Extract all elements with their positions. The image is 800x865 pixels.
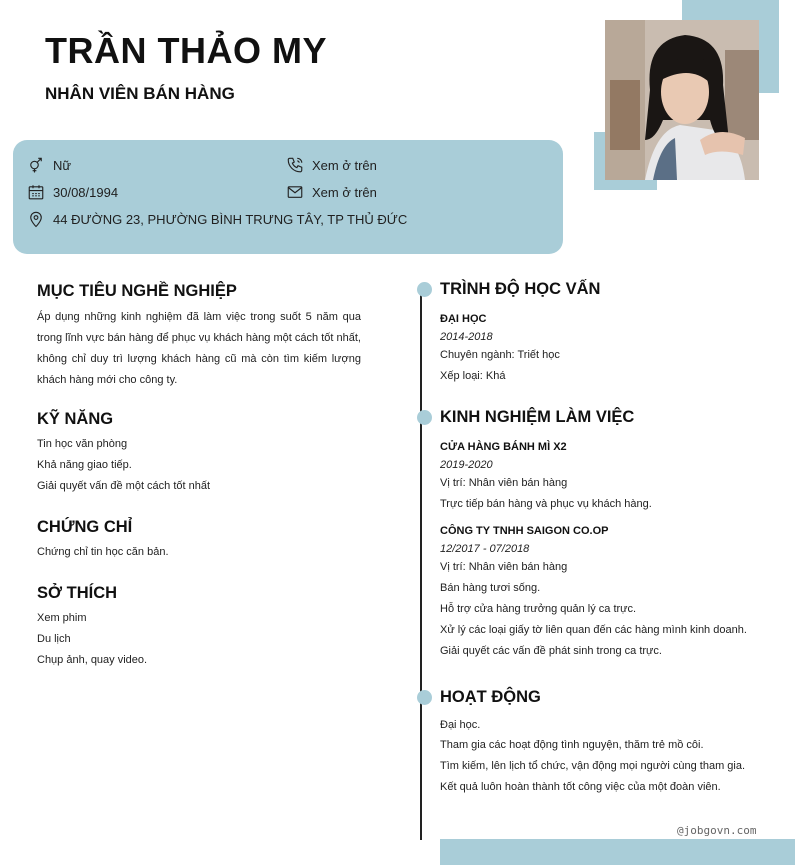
education-grade: Xếp loại: Khá — [440, 370, 506, 382]
education-school: ĐẠI HỌC — [440, 313, 487, 325]
activity-item: Kết quả luôn hoàn thành tốt công việc của một đoàn viên. — [440, 781, 721, 793]
profile-photo — [605, 20, 759, 180]
activity-item: Tham gia các hoạt động tình nguyện, thăm trẻ mồ côi. — [440, 739, 704, 751]
education-section — [440, 280, 770, 387]
contact-email — [286, 183, 377, 201]
activity-item: Đại học. — [440, 719, 481, 731]
contact-panel — [13, 140, 563, 254]
phone-text: Xem ở trên — [312, 157, 377, 173]
job-detail: Vị trí: Nhân viên bán hàng — [440, 561, 568, 573]
email-text: Xem ở trên — [312, 184, 377, 200]
certificates-title: CHỨNG CHỈ — [37, 518, 133, 536]
activities-section — [440, 688, 780, 798]
timeline-dot — [417, 282, 432, 297]
timeline-dot — [417, 690, 432, 705]
education-major: Chuyên ngành: Triết học — [440, 349, 560, 361]
skill-item: Khả năng giao tiếp. — [37, 459, 132, 471]
gender-text: Nữ — [53, 157, 72, 173]
hobby-item: Chụp ảnh, quay video. — [37, 654, 148, 666]
activity-item: Tìm kiếm, lên lịch tổ chức, vận động mọi người cùng tham gia. — [440, 760, 746, 772]
skills-title: KỸ NĂNG — [37, 410, 114, 428]
contact-gender — [27, 156, 71, 174]
job-detail: Vị trí: Nhân viên bán hàng — [440, 477, 568, 489]
job-detail: Hỗ trợ cửa hàng trưởng quản lý ca trực. — [440, 603, 637, 615]
timeline-line — [420, 290, 422, 840]
watermark: @jobgovn.com — [677, 824, 757, 837]
phone-icon — [286, 156, 304, 174]
objective-text: Áp dụng những kinh nghiệm đã làm việc trong suốt 5 năm qua trong lĩnh vực bán hàng để phục vụ khách hàng một cách tốt nhất, không chỉ duy trì lượng khách hàng cũ mà còn tìm kiếm lượng khách hàng mới cho công ty. — [37, 311, 361, 386]
education-period: 2014-2018 — [440, 331, 493, 343]
job-period: 12/2017 - 07/2018 — [440, 543, 530, 555]
mail-icon — [286, 183, 304, 201]
contact-address — [27, 210, 407, 228]
job-period: 2019-2020 — [440, 459, 493, 471]
activities-title: HOẠT ĐỘNG — [440, 688, 541, 706]
candidate-name: TRẦN THẢO MY — [45, 30, 327, 71]
calendar-icon — [27, 183, 45, 201]
skills-section — [37, 410, 361, 497]
contact-phone — [286, 156, 377, 174]
experience-job — [440, 441, 780, 515]
skill-item: Tin học văn phòng — [37, 438, 128, 450]
experience-title: KINH NGHIỆM LÀM VIỆC — [440, 408, 635, 426]
location-pin-icon — [27, 210, 45, 228]
job-detail: Xử lý các loại giấy tờ liên quan đến các hàng mình kinh doanh. — [440, 624, 747, 636]
job-title: NHÂN VIÊN BÁN HÀNG — [45, 84, 235, 103]
job-company: CỬA HÀNG BÁNH MÌ X2 — [440, 441, 567, 453]
skill-item: Giải quyết vấn đề một cách tốt nhất — [37, 480, 211, 492]
address-text: 44 ĐƯỜNG 23, PHƯỜNG BÌNH TRƯNG TÂY, TP THỦ ĐỨC — [53, 211, 408, 227]
objective-section — [37, 282, 361, 391]
contact-birthday — [27, 183, 118, 201]
certificates-section — [37, 518, 361, 563]
hobbies-section — [37, 584, 361, 671]
experience-section — [440, 408, 780, 662]
timeline-dot — [417, 410, 432, 425]
birthday-text: 30/08/1994 — [53, 184, 119, 200]
job-detail: Trực tiếp bán hàng và phục vụ khách hàng. — [440, 498, 652, 510]
education-title: TRÌNH ĐỘ HỌC VẤN — [440, 280, 601, 298]
hobby-item: Du lịch — [37, 633, 71, 645]
objective-title: MỤC TIÊU NGHỀ NGHIỆP — [37, 282, 237, 300]
job-detail: Giải quyết các vấn đề phát sinh trong ca trực. — [440, 645, 662, 657]
decorative-bottom-bar — [440, 839, 795, 865]
certificate-item: Chứng chỉ tin học căn bản. — [37, 546, 169, 558]
job-company: CÔNG TY TNHH SAIGON CO.OP — [440, 525, 609, 537]
hobby-item: Xem phim — [37, 612, 87, 624]
hobbies-title: SỞ THÍCH — [37, 584, 118, 602]
gender-icon — [27, 156, 45, 174]
experience-job — [440, 525, 780, 662]
job-detail: Bán hàng tươi sống. — [440, 582, 541, 594]
